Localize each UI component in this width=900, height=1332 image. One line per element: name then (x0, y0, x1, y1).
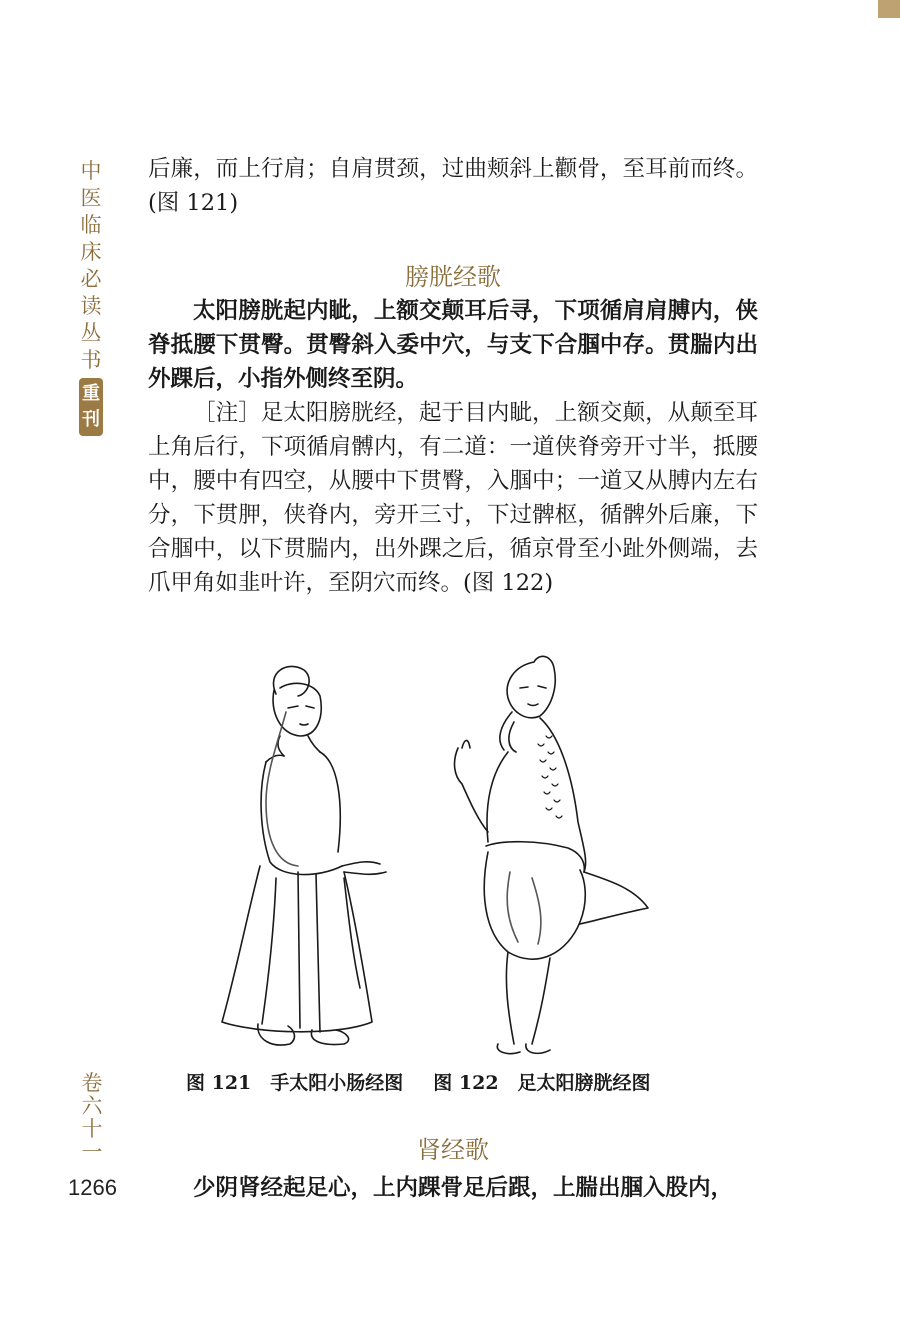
figure-illustrations (148, 652, 758, 1062)
reprint-seal (79, 378, 103, 436)
main-text (148, 152, 758, 600)
kidney-song-line: 少阴肾经起足心，上内踝骨足后跟，上腨出腘入股内， (193, 1175, 734, 1201)
page-number: 1266 (68, 1175, 117, 1200)
figure-121-small-intestine-meridian (222, 666, 386, 1045)
kidney-song-title: 肾经歌 (417, 1136, 489, 1164)
caption-fig-121: 图 121 手太阳小肠经图 (186, 1072, 404, 1094)
volume-char: 六 (81, 1094, 103, 1118)
series-char: 医 (80, 186, 102, 210)
seal-char: 重 (82, 383, 100, 404)
bladder-song-title: 膀胱经歌 (405, 263, 501, 291)
continuation-paragraph: 后廉，而上行肩；自肩贯颈，过曲颊斜上颧骨，至耳前而终。(图 121) (148, 156, 758, 216)
figure-122-bladder-meridian (455, 656, 648, 1053)
volume-char: 一 (81, 1140, 103, 1164)
volume-char: 卷 (81, 1071, 103, 1095)
bladder-song: 太阳膀胱起内眦，上额交颠耳后寻，下项循肩肩膊内，侠脊抵腰下贯臀。贯臀斜入委中穴，与支下合腘中存。贯腨内出外踝后，小指外侧终至阴。 (148, 298, 758, 392)
figure-captions (186, 1068, 651, 1095)
series-title-vertical (78, 158, 104, 436)
bladder-note: ［注］足太阳膀胱经，起于目内眦，上额交颠，从颠至耳上角后行，下项循肩髆内，有二道：一道侠脊旁开寸半，抵腰中，腰中有四空，从腰中下贯臀，入腘中；一道又从膊内左右分，下贯胛，侠脊内，旁开三寸，下过髀枢，循髀外后廉，下合腘中，以下贯腨内，出外踝之后，循京骨至小趾外侧端，去爪甲角如韭叶许，至阴穴而终。(图 122) (148, 400, 758, 596)
series-char: 临 (80, 213, 102, 237)
series-char: 中 (80, 159, 102, 183)
series-char: 读 (80, 294, 102, 318)
seal-char: 刊 (82, 409, 100, 430)
caption-fig-122: 图 122 足太阳膀胱经图 (433, 1072, 651, 1094)
volume-char: 十 (81, 1117, 103, 1141)
volume-label-vertical (80, 1072, 104, 1164)
series-char: 丛 (80, 321, 102, 345)
series-char: 必 (80, 267, 102, 291)
series-char: 床 (80, 240, 102, 264)
series-char: 书 (80, 348, 102, 372)
corner-mark (878, 0, 900, 18)
